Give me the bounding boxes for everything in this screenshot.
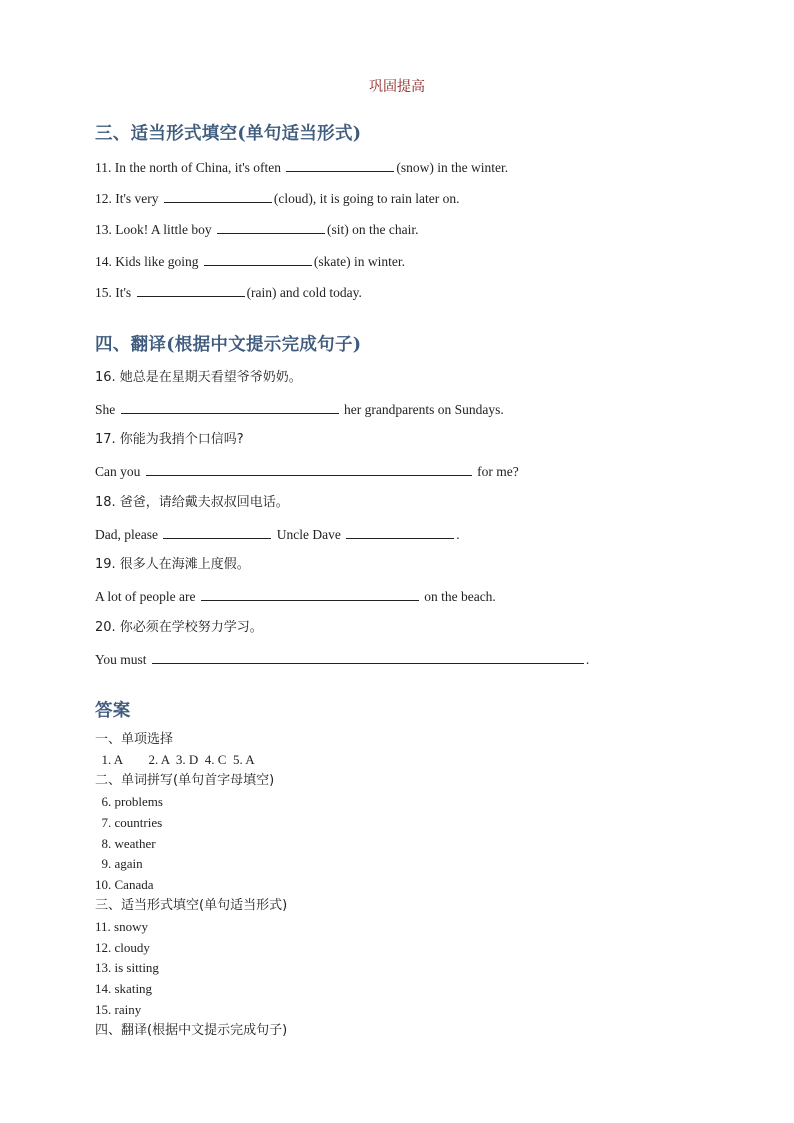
question-text: Can you [95, 464, 141, 479]
question-19-chinese: 19. 很多人在海滩上度假。 [95, 557, 250, 572]
question-12 [95, 189, 460, 208]
answer-blank[interactable] [152, 650, 584, 664]
question-text: 12. It's very [95, 191, 159, 206]
question-text: 14. Kids like going [95, 254, 199, 269]
section-heading-translation: 四、翻译(根据中文提示完成句子) [95, 335, 362, 355]
answer-blank[interactable] [137, 283, 245, 297]
answer-line: 6. problems [95, 794, 163, 809]
page-title: 巩固提高 [369, 79, 425, 95]
answer-line: 10. Canada [95, 877, 154, 892]
question-text: 11. In the north of China, it's often [95, 160, 282, 175]
answer-line: 7. countries [95, 815, 163, 830]
question-text: A lot of people are [95, 589, 196, 604]
question-text: on the beach. [424, 589, 496, 604]
answer-blank[interactable] [163, 525, 271, 539]
answer-line: 11. snowy [95, 919, 148, 934]
answer-blank[interactable] [286, 158, 394, 172]
answer-line: 12. cloudy [95, 940, 150, 955]
section-heading-answers: 答案 [95, 701, 131, 721]
answer-blank[interactable] [346, 525, 454, 539]
answer-line: 一、单项选择 [95, 732, 174, 747]
question-text: Uncle Dave [276, 527, 341, 542]
answer-line: 1. A 2. A 3. D 4. C 5. A [95, 752, 255, 767]
question-14 [95, 252, 405, 271]
answer-blank[interactable] [121, 400, 339, 414]
question-15 [95, 283, 362, 302]
question-hint: (rain) and cold today. [246, 285, 362, 300]
question-16-chinese: 16. 她总是在星期天看望爷爷奶奶。 [95, 370, 302, 385]
answer-line: 8. weather [95, 836, 156, 851]
answer-blank[interactable] [146, 462, 472, 476]
answer-line: 14. skating [95, 981, 153, 996]
question-text: Dad, please [95, 527, 158, 542]
answer-blank[interactable] [217, 220, 325, 234]
question-text: She [95, 402, 116, 417]
answer-blank[interactable] [204, 252, 312, 266]
answer-line: 15. rainy [95, 1002, 142, 1017]
question-text: You must [95, 652, 147, 667]
answer-line: 四、翻译(根据中文提示完成句子) [95, 1023, 288, 1038]
question-16 [95, 400, 504, 419]
question-text: . [456, 527, 460, 542]
answer-line: 13. is sitting [95, 960, 159, 975]
question-text: 13. Look! A little boy [95, 222, 212, 237]
section-heading-fill-in: 三、适当形式填空(单句适当形式) [95, 124, 362, 144]
answer-line: 三、适当形式填空(单句适当形式) [95, 898, 288, 913]
question-11 [95, 158, 508, 177]
question-text: for me? [477, 464, 519, 479]
answer-line: 二、单词拼写(单句首字母填空) [95, 773, 275, 788]
question-19 [95, 587, 496, 606]
question-20 [95, 650, 589, 669]
question-text: 15. It's [95, 285, 132, 300]
question-13 [95, 220, 418, 239]
answer-blank[interactable] [201, 587, 419, 601]
question-hint: (snow) in the winter. [396, 160, 509, 175]
question-17 [95, 462, 519, 481]
question-hint: (cloud), it is going to rain later on. [273, 191, 460, 206]
question-hint: (sit) on the chair. [327, 222, 419, 237]
answer-blank[interactable] [164, 189, 272, 203]
question-17-chinese: 17. 你能为我捎个口信吗? [95, 432, 244, 447]
answer-line: 9. again [95, 856, 143, 871]
question-text: . [585, 652, 590, 667]
question-18-chinese: 18. 爸爸，请给戴夫叔叔回电话。 [95, 495, 289, 510]
question-18 [95, 525, 460, 544]
question-text: her grandparents on Sundays. [344, 402, 504, 417]
question-20-chinese: 20. 你必须在学校努力学习。 [95, 620, 263, 635]
question-hint: (skate) in winter. [313, 254, 405, 269]
